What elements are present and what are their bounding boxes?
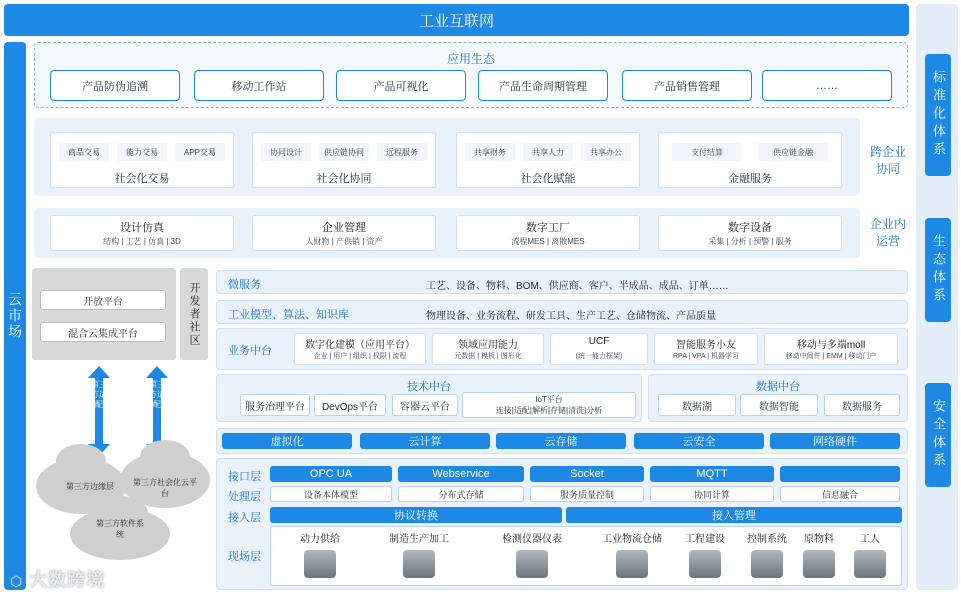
field-item-label: 工程建设 [685,534,725,545]
inner-enterprise-label: 企业内运营 [869,217,906,248]
cross-chip: 共享人力 [523,143,573,161]
data-middle-label: 数据中台 [756,381,800,393]
cloud-social-label: 第三方社会化云平台 [133,478,197,498]
access-layer-label: 接入层 [228,512,261,524]
infra-item: 云存储 [496,433,626,449]
tech-item: 服务治理平台 [240,394,310,416]
infra-item: 云计算 [360,433,490,449]
data-item: 数据服务 [824,394,900,416]
interface-item: MQTT [650,466,774,482]
process-item: 分布式存储 [398,486,524,502]
iot-platform [462,392,636,418]
inner-group-sub: 采集 | 分析 | 预警 | 服务 [708,237,792,246]
app-eco-item[interactable]: 产品销售管理 [622,70,752,101]
cross-chip: 共享办公 [581,143,631,161]
field-item-label: 动力供给 [300,534,340,545]
interface-item: OPC UA [270,466,392,482]
data-item: 数据湖 [658,394,736,416]
app-eco-item[interactable]: 移动工作站 [194,70,324,101]
cloud-edge-label: 第三方边缘层 [66,482,114,491]
inner-group-sub: 结构 | 工艺 | 仿真 | 3D [103,237,181,246]
cross-chip: 供应链金融 [758,143,828,161]
logo-icon: ⬡ [10,573,24,589]
dev-platform-panel [32,268,176,360]
cross-chip: 供应链协同 [319,143,369,161]
app-eco-item[interactable]: …… [762,70,892,101]
logo-text: 大数跨境 [29,570,106,590]
cross-group-name: 社会化赋能 [520,173,576,185]
cross-chip: 商品交易 [59,143,109,161]
cloud-market-label: 云市场 [7,292,23,340]
developer-community-label: 开发者社区 [188,281,200,347]
tech-item: DevOps平台 [314,394,386,416]
interface-item: Webservice [398,466,524,482]
access-manage: 接入管理 [566,507,902,523]
cross-group-name: 社会化交易 [114,173,170,185]
cloud-market-bar [4,42,26,590]
infra-item: 虚拟化 [222,433,352,449]
field-item-icon [403,550,435,578]
open-platform: 开放平台 [40,290,166,310]
cross-group-name: 社会化协同 [316,173,372,185]
app-eco-item[interactable]: 产品可视化 [336,70,466,101]
cloud-social-top [140,440,190,474]
field-item-icon [751,550,783,578]
micro-service-text: 工艺、设备、物料、BOM、供应商、客户、半成品、成品、订单…… [426,281,729,292]
tech-item: 容器云平台 [392,394,458,416]
biz-item-sub: RPA | VPA | 机器学习 [672,353,739,360]
biz-item-sub: 元数据 | 模板 | 图形化 [454,353,522,360]
hybrid-cloud-platform: 混合云集成平台 [40,322,166,342]
process-item: 设备本体模型 [270,486,392,502]
field-item-icon [616,550,648,578]
cross-chip: APP交易 [175,143,225,161]
biz-item-name: 领域应用能力 [458,340,518,351]
process-item: 信息融合 [780,486,900,502]
security-system-label: 安全体系 [931,399,946,471]
adapt-label-right: 第三方适配 [149,380,165,409]
iot-platform-sub: 连接|适配|解析|存储|清洗|分析 [495,406,603,415]
app-eco-item[interactable]: 产品生命周期管理 [478,70,608,101]
interface-layer-label: 接口层 [228,471,261,483]
field-item-label: 制造生产加工 [389,534,449,545]
cloud-soft-label: 第三方软件系统 [96,519,144,539]
field-item-icon [304,550,336,578]
field-item-label: 工业物流仓储 [602,534,662,545]
process-layer-label: 处理层 [228,491,261,503]
cross-chip: 远程服务 [377,143,427,161]
field-item-label: 工人 [860,534,880,545]
field-item-label: 原物料 [804,534,834,545]
standard-system-label: 标准化体系 [931,70,946,160]
field-item-icon [516,550,548,578]
biz-item-name: 移动与多端moll [796,340,866,351]
app-ecosystem-title: 应用生态 [446,52,495,66]
cross-enterprise-label: 跨企业协同 [869,145,906,176]
app-eco-item[interactable]: 产品防伪追溯 [50,70,180,101]
biz-middle-label: 业务中台 [228,345,272,357]
process-item: 服务质量控制 [530,486,644,502]
standard-system [925,54,951,176]
inner-group-name: 设计仿真 [120,222,164,234]
page-title: 工业互联网 [4,4,909,36]
model-label: 工业模型、算法、知识库 [228,309,349,321]
cloud-edge-top [56,444,106,478]
field-item-icon [854,550,886,578]
field-item-icon [803,550,835,578]
developer-community [180,268,208,360]
process-item: 协同计算 [650,486,774,502]
field-item-icon [689,550,721,578]
data-item: 数据智能 [740,394,818,416]
field-layer-label: 现场层 [228,551,261,563]
micro-service-label: 微服务 [228,279,261,291]
biz-item-sub: 企业 | 用户 | 组织 | 权限 | 流程 [313,353,407,360]
watermark-logo [10,566,105,592]
adapt-label-left: 第三方适配 [91,380,107,409]
field-item-label: 检测仪器仪表 [502,534,562,545]
field-item-label: 控制系统 [747,534,787,545]
cross-chip: 支付结算 [672,143,742,161]
inner-group-sub: 流程MES | 离散MES [511,237,585,246]
biz-item-sub: 移动中间件 | EMM | 移动门户 [785,353,877,360]
biz-item-sub: (统一能力框架) [575,353,623,360]
tech-middle-label: 技术中台 [407,381,451,393]
infra-item: 云安全 [634,433,764,449]
biz-item-name: UCF [588,336,610,347]
interface-item [780,466,900,482]
iot-platform-title: IoT平台 [535,395,563,404]
inner-group-name: 企业管理 [322,222,366,234]
inner-group-sub: 人财物 | 产供销 | 资产 [305,237,383,246]
cross-chip: 能力交易 [117,143,167,161]
access-protocol: 协议转换 [270,507,562,523]
infra-item: 网络硬件 [770,433,900,449]
interface-item: Socket [530,466,644,482]
model-text: 物理设备、业务流程、研发工具、生产工艺、仓储物流、产品质量 [426,311,716,322]
inner-group-name: 数字设备 [728,222,772,234]
inner-group-name: 数字工厂 [526,222,570,234]
biz-item-name: 智能服务小友 [676,340,736,351]
biz-item-name: 数字化建模（应用平台） [305,340,415,351]
security-system [925,383,951,487]
cross-chip: 协同设计 [261,143,311,161]
cross-chip: 共享财务 [465,143,515,161]
eco-system [925,218,951,322]
eco-system-label: 生态体系 [931,234,946,306]
cross-group-name: 金融服务 [728,173,772,185]
